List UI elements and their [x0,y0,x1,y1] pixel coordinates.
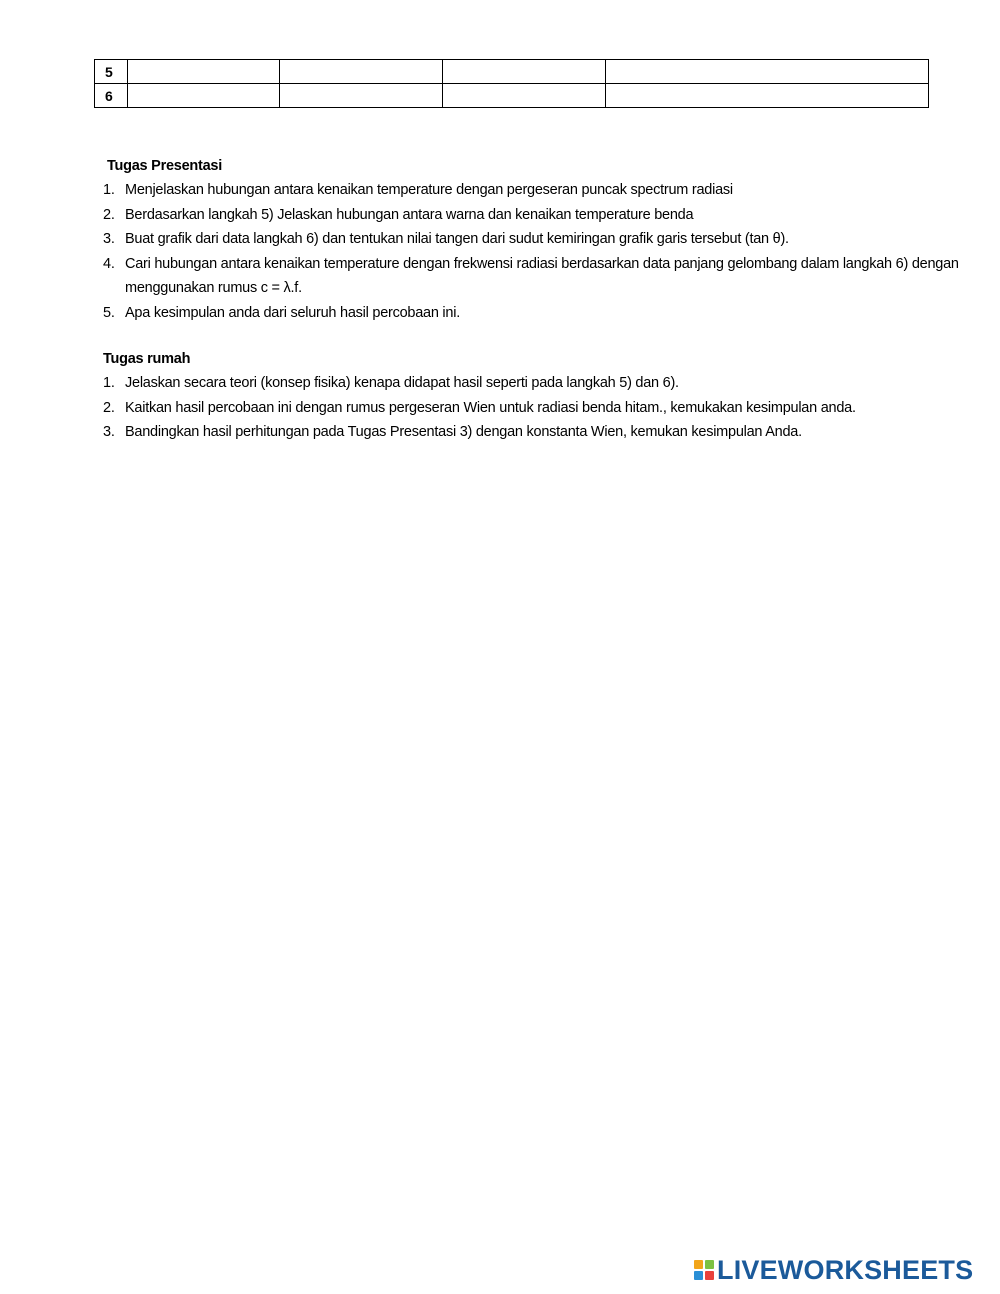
list-item [103,371,963,396]
item-text: Jelaskan secara teori (konsep fisika) kenapa didapat hasil seperti pada langkah 5) dan 6). [125,375,679,391]
table-cell-row-number: 6 [95,84,128,108]
list-item [103,396,963,421]
list-item [103,252,963,301]
logo-mark-square [694,1271,703,1280]
list-item [103,227,963,252]
item-number: 3. [103,424,115,440]
item-number: 2. [103,206,115,223]
logo-mark-square [694,1260,703,1269]
table-cell[interactable] [280,84,443,108]
tugas-presentasi-section [103,154,963,325]
section-title: Tugas rumah [103,351,191,367]
logo-mark-square [705,1271,714,1280]
item-text: Apa kesimpulan anda dari seluruh hasil percobaan ini. [125,304,460,321]
item-text: Buat grafik dari data langkah 6) dan tentukan nilai tangen dari sudut kemiringan grafik garis tersebut (tan θ). [125,231,789,247]
table-cell[interactable] [443,84,606,108]
data-table [94,59,929,108]
table-cell[interactable] [606,60,929,84]
list-item [103,203,963,228]
list-item [103,301,963,326]
logo-mark-icon [694,1260,714,1280]
section-title: Tugas Presentasi [107,158,223,174]
table-cell-row-number: 5 [95,60,128,84]
task-list [103,178,963,325]
item-text: Bandingkan hasil perhitungan pada Tugas Presentasi 3) dengan konstanta Wien, kemukan kesimpulan Anda. [125,424,802,440]
list-item [103,178,963,203]
table-row [95,60,929,84]
table-row [95,84,929,108]
item-number: 1. [103,182,115,198]
logo-mark-square [705,1260,714,1269]
item-text: Cari hubungan antara kenaikan temperature dengan frekwensi radiasi berdasarkan data panjang gelombang dalam langkah 6) dengan menggunakan rumus c = λ.f. [125,255,959,296]
item-number: 3. [103,231,115,247]
item-number: 5. [103,304,115,321]
table-cell[interactable] [128,60,280,84]
item-number: 4. [103,255,115,272]
item-number: 2. [103,399,115,416]
logo-text: LIVEWORKSHEETS [717,1254,974,1285]
task-list [103,371,963,445]
table-cell[interactable] [606,84,929,108]
list-item [103,420,963,445]
item-text: Kaitkan hasil percobaan ini dengan rumus pergeseran Wien untuk radiasi benda hitam., kemukakan kesimpulan anda. [125,399,856,416]
item-text: Berdasarkan langkah 5) Jelaskan hubungan antara warna dan kenaikan temperature benda [125,206,694,223]
item-number: 1. [103,375,115,391]
table-cell[interactable] [128,84,280,108]
liveworksheets-logo [694,1255,973,1285]
table-cell[interactable] [280,60,443,84]
table-cell[interactable] [443,60,606,84]
tugas-rumah-section [103,347,963,445]
item-text: Menjelaskan hubungan antara kenaikan temperature dengan pergeseran puncak spectrum radiasi [125,182,733,198]
